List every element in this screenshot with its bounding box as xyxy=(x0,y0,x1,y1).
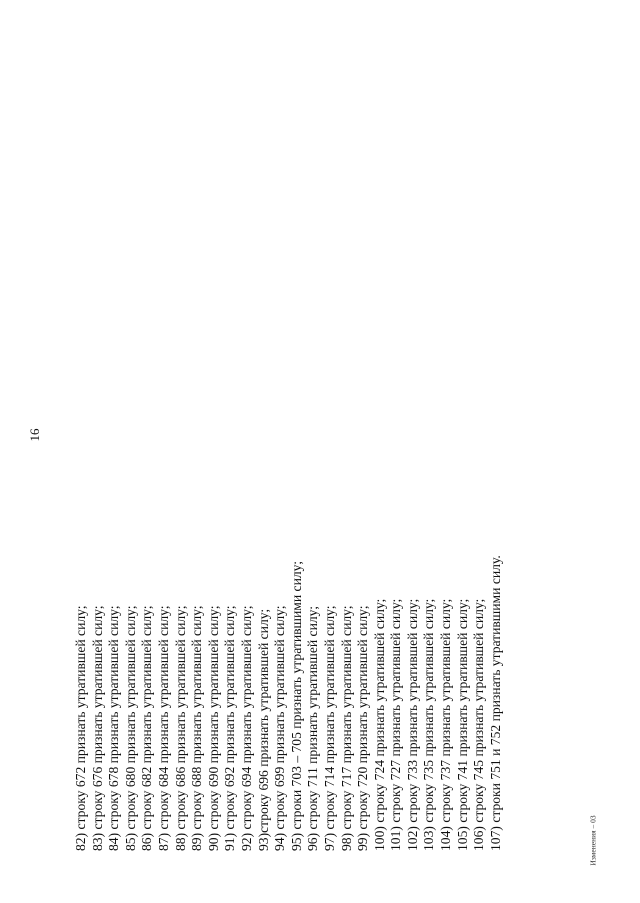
list-item: 83) строку 676 признать утратившей силу; xyxy=(89,605,105,851)
list-item: 95) строки 703 – 705 признать утратившими силу; xyxy=(288,560,304,851)
list-item: 84) строку 678 признать утратившей силу; xyxy=(106,605,122,851)
list-item: 92) строку 694 признать утратившей силу; xyxy=(238,605,254,851)
list-item: 85) строку 680 признать утратившей силу; xyxy=(122,605,138,851)
list-item: 97) строку 714 признать утратившей силу; xyxy=(321,605,337,851)
list-item: 89) строку 688 признать утратившей силу; xyxy=(189,605,205,851)
list-item: 93)строку 696 признать утратившей силу; xyxy=(255,608,271,851)
list-item: 98) строку 717 признать утратившей силу; xyxy=(338,605,354,851)
footer-label: Изменения – 03 xyxy=(588,815,598,866)
list-item: 82) строку 672 признать утратившей силу; xyxy=(73,605,88,851)
list-item: 90) строку 690 признать утратившей силу; xyxy=(205,605,221,851)
list-item: 105) строку 741 признать утратившей силу; xyxy=(454,598,470,851)
list-item: 106) строку 745 признать утратившей силу; xyxy=(471,598,487,851)
amendment-list-container xyxy=(73,379,507,891)
list-item: 102) строку 733 признать утратившей силу; xyxy=(404,598,420,851)
list-item: 88) строку 686 признать утратившей силу; xyxy=(172,605,188,851)
list-item: 94) строку 699 признать утратившей силу; xyxy=(272,605,288,851)
list-item: 107) строки 751 и 752 признать утратившими силу. xyxy=(487,555,503,851)
list-item: 104) строку 737 признать утратившей силу; xyxy=(438,598,454,851)
page-number: 16 xyxy=(27,428,42,442)
list-item: 99) строку 720 признать утратившей силу; xyxy=(355,605,371,851)
list-item: 86) строку 682 признать утратившей силу; xyxy=(139,605,155,851)
list-item: 96) строку 711 признать утратившей силу; xyxy=(305,605,321,851)
amendment-list xyxy=(73,379,504,891)
list-item: 103) строку 735 признать утратившей силу; xyxy=(421,598,437,851)
list-item: 100) строку 724 признать утратившей силу; xyxy=(371,598,387,851)
list-item: 87) строку 684 признать утратившей силу; xyxy=(155,605,171,851)
list-item: 101) строку 727 признать утратившей силу; xyxy=(388,598,404,851)
list-item: 91) строку 692 признать утратившей силу; xyxy=(222,605,238,851)
